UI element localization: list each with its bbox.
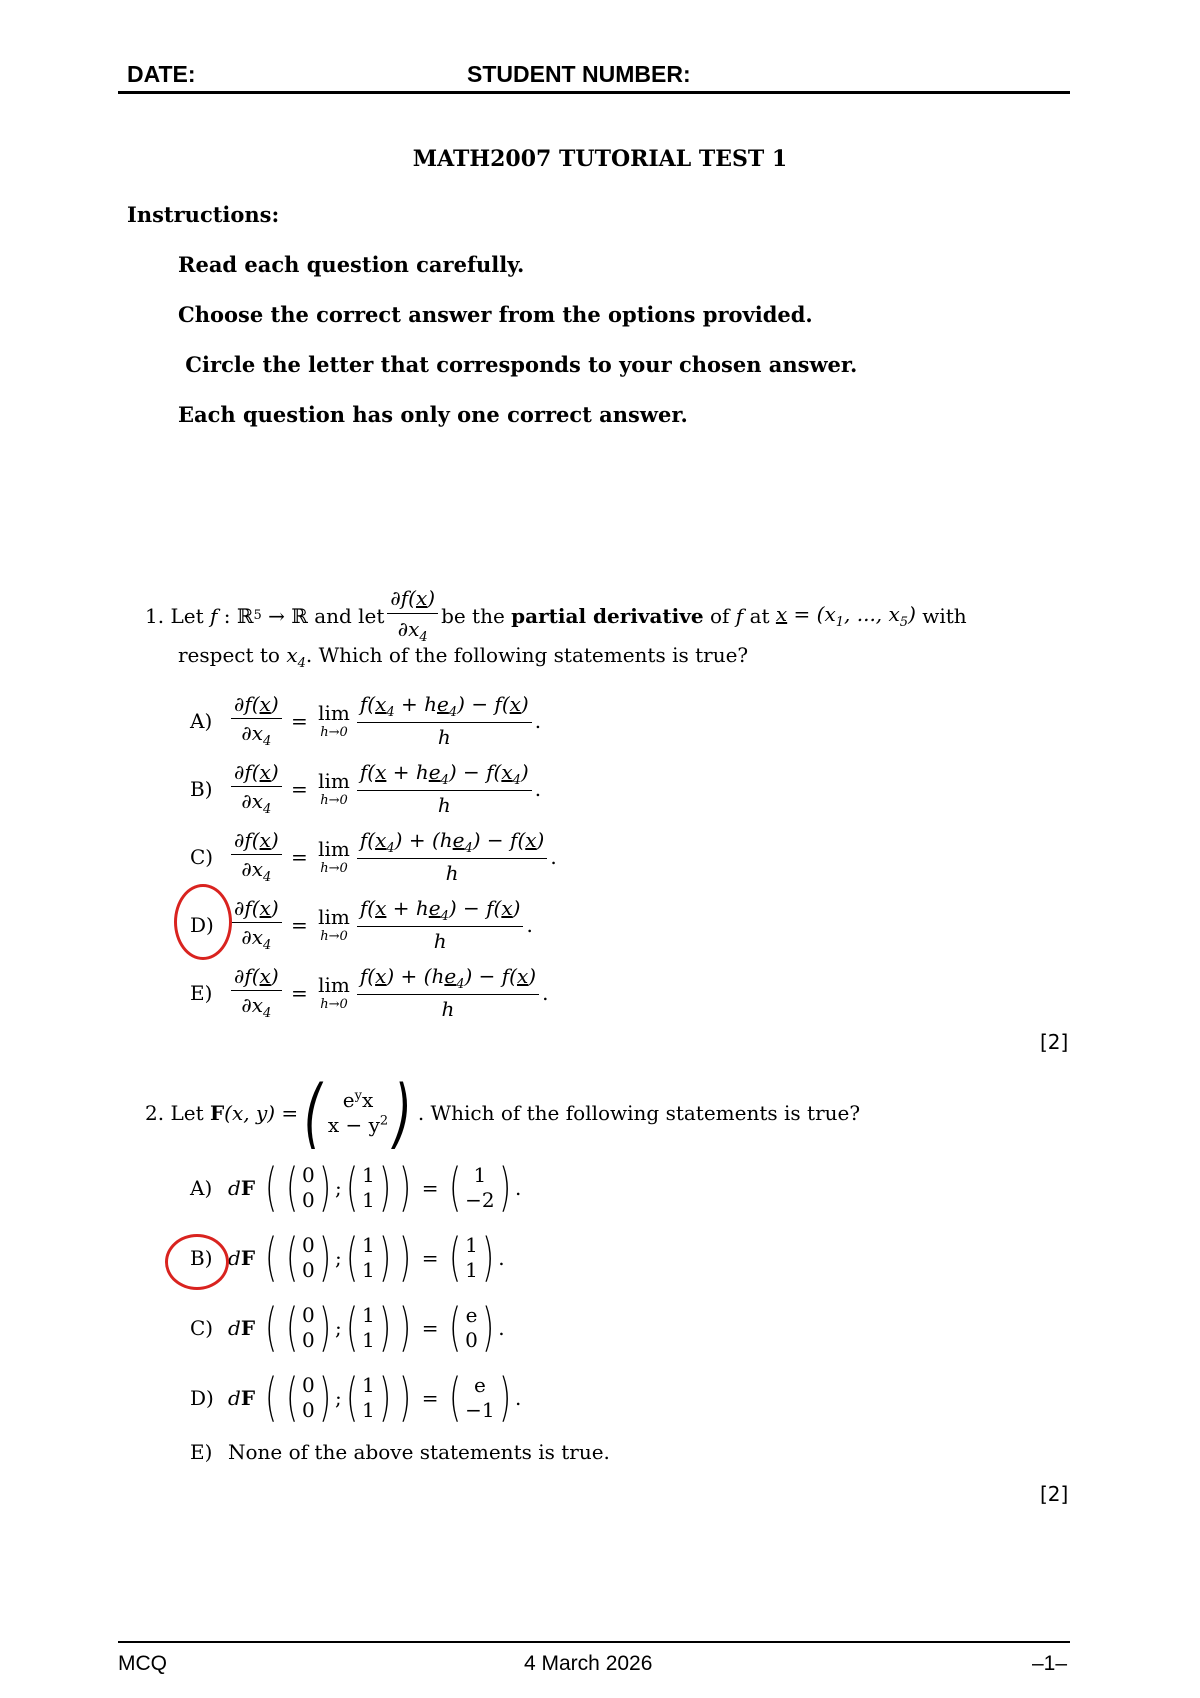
question-1-stem-line2: respect to $x_4$. Which of the following statements is true? <box>178 643 749 671</box>
instructions-heading: Instructions: <box>127 202 280 227</box>
header-rule <box>118 91 1070 94</box>
question-number: 1. <box>145 603 165 628</box>
q1-marks: [2] <box>1040 1030 1069 1054</box>
q1-option-a[interactable]: A) $\frac{\partial f(x)}{\partial x_4}$ = lim h→0 $\frac{f(x_4 + he_4) - f(x)}{h}$ . <box>190 692 542 749</box>
q2-option-d[interactable]: D) dF ( ( 0 0 ) ; ( 1 1 ) ) = ( e −1 ) . <box>190 1368 522 1428</box>
instruction-item: Circle the letter that corresponds to your chosen answer. <box>178 352 858 377</box>
page-number: –1– <box>1032 1652 1068 1675</box>
date-label: DATE: <box>127 61 196 87</box>
footer-rule <box>118 1641 1070 1643</box>
q1-option-c[interactable]: C) $\frac{\partial f(x)}{\partial x_4}$ = lim h→0 $\frac{f(x_4) + (he_4) - f(x)}{h}$ . <box>190 828 557 885</box>
q2-option-b[interactable]: B) dF ( ( 0 0 ) ; ( 1 1 ) ) = ( 1 1 ) . <box>190 1228 505 1288</box>
page-title: MATH2007 TUTORIAL TEST 1 <box>412 146 788 172</box>
instruction-item: Choose the correct answer from the options provided. <box>178 302 813 327</box>
footer-date: 4 March 2026 <box>524 1652 653 1675</box>
q2-option-a[interactable]: A) dF ( ( 0 0 ) ; ( 1 1 ) ) = ( 1 −2 ) . <box>190 1158 522 1218</box>
q2-option-c[interactable]: C) dF ( ( 0 0 ) ; ( 1 1 ) ) = ( e 0 ) . <box>190 1298 505 1358</box>
q1-option-b[interactable]: B) $\frac{\partial f(x)}{\partial x_4}$ = lim h→0 $\frac{f(x + he_4) - f(x_4)}{h}$ . <box>190 760 542 817</box>
answer-circle-q1 <box>174 884 232 960</box>
instruction-item: Read each question carefully. <box>178 252 525 277</box>
q1-option-e[interactable]: E) $\frac{\partial f(x)}{\partial x_4}$ = lim h→0 $\frac{f(x) + (he_4) - f(x)}{h}$ . <box>190 964 549 1021</box>
instruction-item: Each question has only one correct answer. <box>178 402 688 427</box>
q2-marks: [2] <box>1040 1482 1069 1506</box>
footer-left: MCQ <box>118 1652 167 1675</box>
answer-circle-q2 <box>165 1234 229 1290</box>
student-number-label: STUDENT NUMBER: <box>467 61 691 87</box>
question-1-stem: 1. Let f : ℝ 5 → ℝ and let $\frac{\partial f(x)}{\partial x_4}$ be the partial derivative of f at $x = (x_1$, ..., $x_5$) with <box>145 586 967 645</box>
question-number: 2. <box>145 1101 165 1125</box>
q2-option-e[interactable]: E) None of the above statements is true. <box>190 1440 610 1464</box>
question-2-stem: 2. Let F(x, y) = ( $e^yx$ $x - y^2$ ) . Which of the following statements is true? <box>145 1068 861 1157</box>
q1-option-d[interactable]: D) $\frac{\partial f(x)}{\partial x_4}$ = lim h→0 $\frac{f(x + he_4) - f(x)}{h}$ . <box>190 896 533 953</box>
